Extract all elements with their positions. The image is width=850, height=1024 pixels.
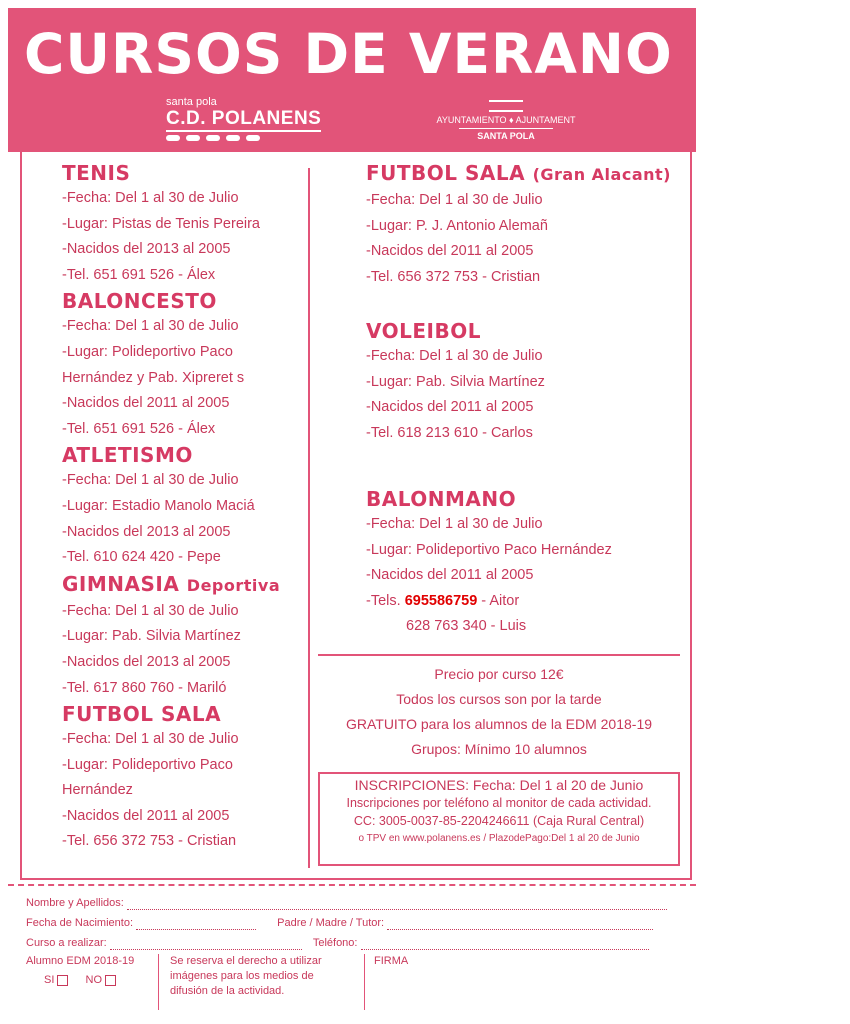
course-line: -Lugar: Pistas de Tenis Pereira (62, 215, 261, 232)
course-baloncesto (62, 288, 280, 442)
course-gimnasia (62, 571, 280, 701)
club-logo-name: C.D. POLANENS (166, 108, 321, 132)
si-checkbox[interactable] (57, 975, 68, 986)
course-futbol-sala (62, 701, 280, 855)
course-line: -Fecha: Del 1 al 30 de Julio (62, 602, 239, 619)
course-title-main: FUTBOL SALA (366, 161, 526, 185)
no-label: NO (85, 974, 103, 986)
guardian-label: Padre / Madre / Tutor: (277, 917, 385, 929)
course-title (366, 160, 671, 188)
course-title-sub: Deportiva (186, 575, 281, 595)
course-title: BALONCESTO (62, 289, 217, 314)
student-options (26, 973, 134, 988)
header-banner (8, 8, 850, 152)
birth-label: Fecha de Nacimiento: (26, 917, 133, 929)
course-voleibol (366, 318, 545, 446)
cut-line (8, 884, 696, 886)
course-title (62, 571, 280, 599)
course-line: 628 763 340 - Luis (406, 618, 527, 635)
rights-line: Se reserva el derecho a utilizar (170, 955, 322, 967)
no-checkbox[interactable] (105, 975, 116, 986)
course-line: -Lugar: Polideportivo Paco (62, 343, 233, 360)
council-logo-line1: AYUNTAMIENTO ♦ AJUNTAMENT (436, 115, 576, 125)
course-line: -Nacidos del 2011 al 2005 (62, 807, 230, 824)
course-line: -Tel. 651 691 526 - Álex (62, 420, 216, 437)
course-line: -Nacidos del 2013 al 2005 (62, 653, 231, 670)
crest-icon (489, 100, 523, 112)
signature-area[interactable] (374, 954, 408, 969)
phone-label: Teléfono: (312, 937, 358, 949)
phone-suffix: - Aitor (477, 592, 520, 609)
name-field[interactable] (127, 899, 667, 910)
course-line: -Tel. 656 372 753 - Cristian (366, 268, 541, 285)
phone-field[interactable] (361, 939, 649, 950)
form-row-birth (26, 916, 653, 930)
course-title: VOLEIBOL (366, 319, 481, 343)
course-title-sub: (Gran Alacant) (532, 165, 671, 184)
course-line: -Tel. 656 372 753 - Cristian (62, 833, 237, 850)
course-title: FUTBOL SALA (62, 702, 222, 727)
name-label: Nombre y Apellidos: (26, 897, 124, 909)
course-title: TENIS (62, 161, 131, 185)
course-tenis (62, 160, 280, 288)
course-line: -Tel. 651 691 526 - Álex (62, 266, 216, 283)
groups-line: Grupos: Mínimo 10 alumnos (411, 741, 587, 757)
phone-highlight: 695586759 (404, 592, 478, 609)
course-balonmano (366, 486, 612, 640)
afternoon-line: Todos los cursos son por la tarde (396, 691, 602, 707)
rights-notice (170, 954, 360, 999)
price-line: Precio por curso 12€ (434, 666, 564, 682)
club-logo-small: santa pola (166, 96, 217, 108)
course-line: -Fecha: Del 1 al 30 de Julio (366, 516, 543, 532)
form-row-course (26, 936, 649, 950)
inscripciones-phone: Inscripciones por teléfono al monitor de cada actividad. (346, 796, 652, 810)
course-line: -Nacidos del 2011 al 2005 (62, 395, 230, 412)
footer-separator (364, 954, 365, 1010)
course-line: -Lugar: Pab. Silvia Martínez (366, 373, 545, 390)
course-line: -Fecha: Del 1 al 30 de Julio (366, 192, 543, 208)
course-line: -Lugar: P. J. Antonio Alemañ (366, 217, 548, 234)
inscripciones-account: CC: 3005-0037-85-2204246611 (Caja Rural Central) (353, 814, 645, 828)
guardian-field[interactable] (387, 919, 653, 930)
course-line: -Nacidos del 2011 al 2005 (366, 243, 534, 260)
course-line: Hernández (62, 782, 133, 799)
si-label: SI (44, 974, 55, 986)
course-line: -Fecha: Del 1 al 30 de Julio (62, 472, 239, 489)
form-row-name (26, 896, 667, 910)
course-line: -Nacidos del 2011 al 2005 (366, 399, 534, 416)
student-label: Alumno EDM 2018-19 (26, 955, 135, 967)
inscripciones-tpv: o TPV en www.polanens.es / PlazodePago:Del 1 al 20 de Junio (358, 833, 640, 844)
rights-line: imágenes para los medios de (170, 970, 314, 982)
course-line: -Lugar: Estadio Manolo Maciá (62, 497, 255, 514)
column-divider (308, 168, 310, 868)
free-line: GRATUITO para los alumnos de la EDM 2018-19 (345, 716, 653, 732)
council-logo-line2: SANTA POLA (459, 128, 553, 142)
course-title: ATLETISMO (62, 443, 193, 468)
course-line: -Tel. 617 860 760 - Mariló (62, 679, 227, 696)
course-title-main: GIMNASIA (62, 571, 180, 596)
course-futbol-gran-alacant (366, 160, 671, 290)
course-title: BALONMANO (366, 487, 517, 511)
course-field[interactable] (110, 939, 302, 950)
student-check (26, 954, 134, 988)
footer-separator (158, 954, 159, 1010)
runners-icon (166, 135, 326, 141)
course-line: -Fecha: Del 1 al 30 de Julio (62, 190, 239, 206)
course-line: -Nacidos del 2013 al 2005 (62, 523, 231, 540)
course-line: Hernández y Pab. Xipreret s (62, 369, 245, 386)
course-line: -Nacidos del 2013 al 2005 (62, 241, 231, 258)
course-line: -Fecha: Del 1 al 30 de Julio (62, 731, 239, 748)
inscripciones-box (318, 772, 680, 866)
course-line: -Lugar: Polideportivo Paco (62, 756, 233, 773)
course-line: -Tel. 618 213 610 - Carlos (366, 424, 533, 441)
course-line: -Lugar: Polideportivo Paco Hernández (366, 541, 612, 558)
club-logo (166, 96, 326, 141)
inscripciones-title: INSCRIPCIONES: Fecha: Del 1 al 20 de Junio (354, 777, 644, 793)
course-line: -Fecha: Del 1 al 30 de Julio (366, 348, 543, 364)
course-line: -Lugar: Pab. Silvia Martínez (62, 628, 241, 645)
rights-line: difusión de la actividad. (170, 985, 285, 997)
course-atletismo (62, 442, 280, 570)
council-logo (436, 100, 576, 144)
info-divider (318, 654, 680, 656)
birth-field[interactable] (136, 919, 256, 930)
course-line: -Fecha: Del 1 al 30 de Julio (62, 318, 239, 335)
course-label: Curso a realizar: (26, 937, 107, 949)
phone-prefix: -Tels. (366, 592, 401, 609)
course-line: -Tel. 610 624 420 - Pepe (62, 549, 221, 566)
course-phone-line (366, 589, 612, 615)
course-line: -Nacidos del 2011 al 2005 (366, 567, 534, 584)
left-column (62, 160, 280, 855)
page-title: CURSOS DE VERANO 2019 (24, 22, 850, 86)
price-info (318, 662, 680, 762)
signature-label: FIRMA (374, 955, 409, 967)
